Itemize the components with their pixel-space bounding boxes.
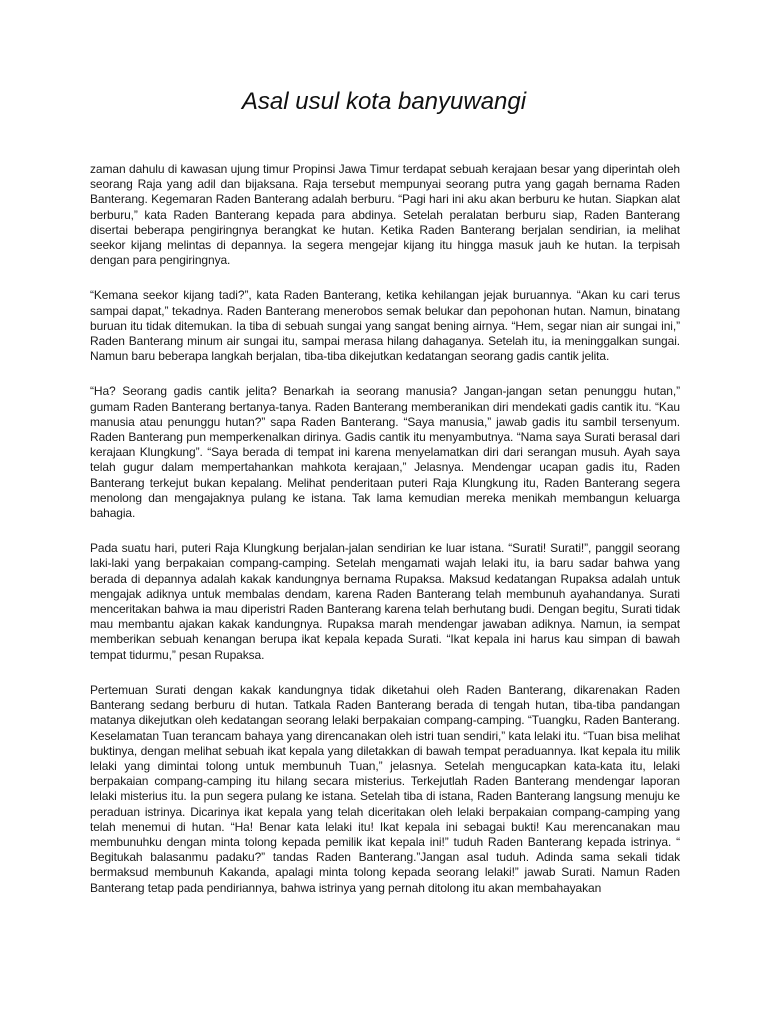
paragraph-2: “Kemana seekor kijang tadi?”, kata Raden Banterang, ketika kehilangan jejak buruannya. “Akan ku cari terus sampai dapat,” tekadnya. Raden Banterang menerobos semak belukar dan pepohonan hutan. Namun, binatang buruan itu tidak ditemukan. Ia tiba di sebuah sungai yang sangat bening airnya. “Hem, segar nian air sungai ini,” Raden Banterang minum air sungai itu, sampai merasa hilang dahaganya. Setelah itu, ia meninggalkan sungai. Namun baru beberapa langkah berjalan, tiba-tiba dikejutkan kedatangan seorang gadis cantik jelita. xyxy=(90,288,680,364)
paragraph-5: Pertemuan Surati dengan kakak kandungnya tidak diketahui oleh Raden Banterang, dikarenakan Raden Banterang sedang berburu di hutan. Tatkala Raden Banterang berada di tengah hutan, tiba-tiba pandangan matanya dikejutkan oleh kedatangan seorang lelaki berpakaian compang-camping. “Tuangku, Raden Banterang. Keselamatan Tuan terancam bahaya yang direncanakan oleh istri tuan sendiri,” kata lelaki itu. “Tuan bisa melihat buktinya, dengan melihat sebuah ikat kepala yang diletakkan di bawah tempat peraduannya. Ikat kepala itu milik lelaki yang dimintai tolong untuk membunuh Tuan,” jelasnya. Setelah mengucapkan kata-kata itu, lelaki berpakaian compang-camping itu hilang secara misterius. Terkejutlah Raden Banterang mendengar laporan lelaki misterius itu. Ia pun segera pulang ke istana. Setelah tiba di istana, Raden Banterang langsung menuju ke peraduan istrinya. Dicarinya ikat kepala yang telah diceritakan oleh lelaki berpakaian compang-camping yang telah menemui di hutan. “Ha! Benar kata lelaki itu! Ikat kepala ini sebagai bukti! Kau merencanakan mau membunuhku dengan minta tolong kepada pemilik ikat kepala ini!” tuduh Raden Banterang kepada istrinya. “ Begitukah balasanmu padaku?” tandas Raden Banterang.”Jangan asal tuduh. Adinda sama sekali tidak bermaksud membunuh Kakanda, apalagi minta tolong kepada seorang lelaki!” jawab Surati. Namun Raden Banterang tetap pada pendiriannya, bahwa istrinya yang pernah ditolong itu akan membahayakan xyxy=(90,682,680,895)
paragraph-1: zaman dahulu di kawasan ujung timur Propinsi Jawa Timur terdapat sebuah kerajaan besar yang diperintah oleh seorang Raja yang adil dan bijaksana. Raja tersebut mempunyai seorang putra yang gagah bernama Raden Banterang. Kegemaran Raden Banterang adalah berburu. “Pagi hari ini aku akan berburu ke hutan. Siapkan alat berburu,” kata Raden Banterang kepada para abdinya. Setelah peralatan berburu siap, Raden Banterang disertai beberapa pengiringnya berangkat ke hutan. Ketika Raden Banterang berjalan sendirian, ia melihat seekor kijang melintas di depannya. Ia segera mengejar kijang itu hingga masuk jauh ke hutan. Ia terpisah dengan para pengiringnya. xyxy=(90,162,680,268)
paragraph-3: “Ha? Seorang gadis cantik jelita? Benarkah ia seorang manusia? Jangan-jangan setan penunggu hutan,” gumam Raden Banterang bertanya-tanya. Raden Banterang memberanikan diri mendekati gadis cantik itu. “Kau manusia atau penunggu hutan?” sapa Raden Banterang. “Saya manusia,” jawab gadis itu sambil tersenyum. Raden Banterang pun memperkenalkan dirinya. Gadis cantik itu menyambutnya. “Nama saya Surati berasal dari kerajaan Klungkung”. “Saya berada di tempat ini karena menyelamatkan diri dari serangan musuh. Ayah saya telah gugur dalam mempertahankan mahkota kerajaan,” Jelasnya. Mendengar ucapan gadis itu, Raden Banterang terkejut bukan kepalang. Melihat penderitaan puteri Raja Klungkung itu, Raden Banterang segera menolong dan mengajaknya pulang ke istana. Tak lama kemudian mereka menikah membangun keluarga bahagia. xyxy=(90,384,680,521)
paragraph-4: Pada suatu hari, puteri Raja Klungkung berjalan-jalan sendirian ke luar istana. “Surati! Surati!”, panggil seorang laki-laki yang berpakaian compang-camping. Setelah mengamati wajah lelaki itu, ia baru sadar bahwa yang berada di depannya adalah kakak kandungnya bernama Rupaksa. Maksud kedatangan Rupaksa adalah untuk mengajak adiknya untuk membalas dendam, karena Raden Banterang telah membunuh ayahandanya. Surati menceritakan bahwa ia mau diperistri Raden Banterang karena telah berhutang budi. Dengan begitu, Surati tidak mau membantu ajakan kakak kandungnya. Rupaksa marah mendengar jawaban adiknya. Namun, ia sempat memberikan sebuah kenangan berupa ikat kepala kepada Surati. “Ikat kepala ini harus kau simpan di bawah tempat tidurmu,” pesan Rupaksa. xyxy=(90,541,680,662)
document-body xyxy=(90,162,680,916)
document-title: Asal usul kota banyuwangi xyxy=(241,88,527,115)
